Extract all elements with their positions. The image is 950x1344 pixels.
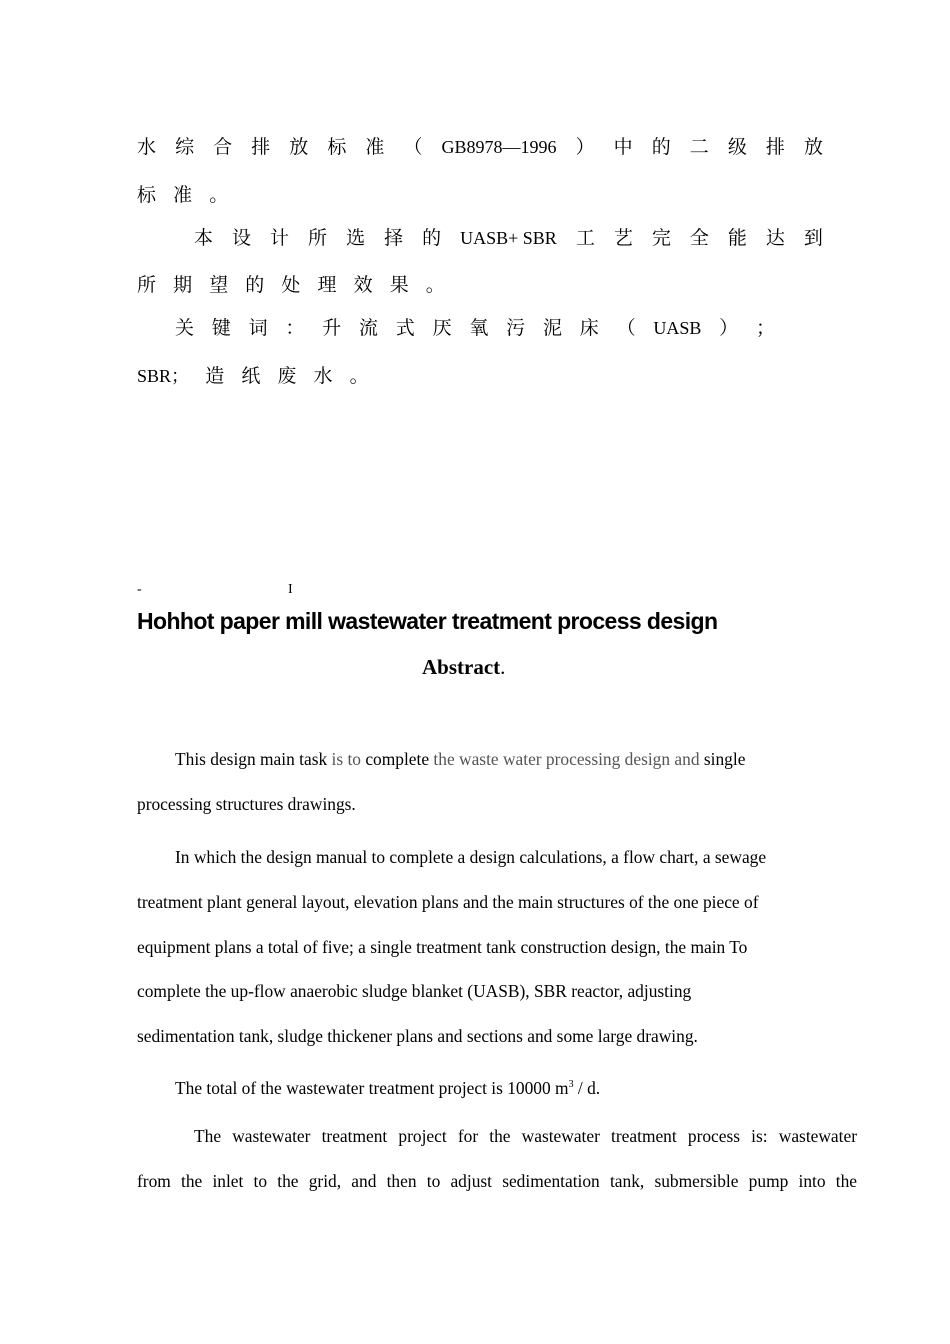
keyword-uasb: UASB xyxy=(653,318,702,338)
cn-char: 达 xyxy=(765,228,785,249)
cn-char: 关 xyxy=(175,318,195,339)
cn-char: 工 xyxy=(575,228,595,249)
paragraph-line xyxy=(137,737,857,782)
cn-char: 中 xyxy=(613,137,633,158)
cn-char: 排 xyxy=(251,137,271,158)
cn-char: 的 xyxy=(651,137,671,158)
abstract-paragraph-1 xyxy=(137,737,857,827)
cn-char: 设 xyxy=(232,228,252,249)
cn-char: ） xyxy=(575,137,595,158)
cn-char: 准 xyxy=(365,137,385,158)
cn-char: 氧 xyxy=(469,318,489,339)
cn-char: （ xyxy=(616,318,636,339)
cn-char: 级 xyxy=(727,137,747,158)
text-run: complete xyxy=(365,749,430,769)
english-title: Hohhot paper mill wastewater treatment process design xyxy=(137,608,718,634)
paragraph-line: complete the up-flow anaerobic sludge blanket (UASB), SBR reactor, adjusting xyxy=(137,981,692,1002)
cn-char: （ xyxy=(403,137,423,158)
process-code: UASB+ SBR xyxy=(460,228,557,248)
cn-char: 到 xyxy=(803,228,823,249)
cn-char: 二 xyxy=(689,137,709,158)
cn-char: 升 xyxy=(322,318,342,339)
cn-char: 本 xyxy=(194,228,214,249)
abstract-heading-text: Abstract xyxy=(422,655,501,679)
cn-line-2 xyxy=(137,184,245,208)
text-run: / d. xyxy=(573,1078,601,1098)
cn-text: 所期望的处理效果。 xyxy=(137,275,462,296)
paragraph-line: from the inlet to the grid, and then to adjust sedimentation tank, submersible pump into the xyxy=(137,1170,857,1191)
abstract-paragraph-3 xyxy=(137,1066,857,1111)
cn-char: ： xyxy=(285,318,305,339)
cn-char: 的 xyxy=(422,228,442,249)
cn-char: 放 xyxy=(289,137,309,158)
abstract-paragraph-4 xyxy=(137,1114,857,1204)
cn-char: 能 xyxy=(727,228,747,249)
cn-char: ； xyxy=(755,318,775,339)
cn-char: 择 xyxy=(384,228,404,249)
cn-char: 综 xyxy=(175,137,195,158)
cn-line-1 xyxy=(137,135,823,160)
abstract-heading-dot: . xyxy=(500,655,506,679)
cn-char: 合 xyxy=(213,137,233,158)
standard-code: GB8978—1996 xyxy=(441,137,557,157)
abstract-heading xyxy=(422,655,505,680)
cn-line-5 xyxy=(175,316,775,341)
paragraph-line: equipment plans a total of five; a single treatment tank construction design, the main To xyxy=(137,936,748,957)
text-run: the waste water processing design and xyxy=(429,749,704,769)
superscript: 3 xyxy=(568,1079,574,1091)
cn-char: 键 xyxy=(211,318,231,339)
paragraph-line: processing structures drawings. xyxy=(137,793,356,814)
abstract-paragraph-2 xyxy=(137,835,857,1059)
cn-char: 词 xyxy=(248,318,268,339)
cn-text: 造纸废水。 xyxy=(205,366,386,387)
cn-line-3 xyxy=(194,226,823,251)
text-run: single xyxy=(703,749,746,769)
cn-char: 所 xyxy=(308,228,328,249)
text-run: The total of the wastewater treatment project is 10000 m xyxy=(175,1078,569,1098)
cn-char: 计 xyxy=(270,228,290,249)
paragraph-line: sedimentation tank, sludge thickener plans and sections and some large drawing. xyxy=(137,1026,698,1047)
cn-char: 排 xyxy=(765,137,785,158)
page-marker-dash: - xyxy=(137,582,142,597)
text-run: This design main task xyxy=(175,749,328,769)
cn-char: 水 xyxy=(137,137,157,158)
cn-char: 泥 xyxy=(542,318,562,339)
paragraph-line: The wastewater treatment project for the wastewater treatment process is: wastewater xyxy=(194,1126,857,1146)
cn-char: 完 xyxy=(651,228,671,249)
cn-char: 式 xyxy=(395,318,415,339)
paragraph-line: treatment plant general layout, elevation plans and the main structures of the one piece of xyxy=(137,891,759,912)
cn-char: 艺 xyxy=(613,228,633,249)
cn-char: 选 xyxy=(346,228,366,249)
cn-line-4 xyxy=(137,274,462,298)
cn-char: 床 xyxy=(579,318,599,339)
cn-text: 标准。 xyxy=(137,185,246,206)
cn-char: 流 xyxy=(358,318,378,339)
cn-char: 标 xyxy=(327,137,347,158)
keyword-sbr: SBR； xyxy=(137,366,190,386)
paragraph-line xyxy=(137,1066,857,1111)
cn-char: 厌 xyxy=(432,318,452,339)
text-run: is to xyxy=(327,749,366,769)
paragraph-line: In which the design manual to complete a design calculations, a flow chart, a sewage xyxy=(175,847,767,867)
page-number: I xyxy=(288,582,293,597)
cn-char: 放 xyxy=(803,137,823,158)
cn-char: 全 xyxy=(689,228,709,249)
cn-char: 污 xyxy=(506,318,526,339)
cn-line-6 xyxy=(137,364,386,389)
cn-char: ） xyxy=(719,318,739,339)
